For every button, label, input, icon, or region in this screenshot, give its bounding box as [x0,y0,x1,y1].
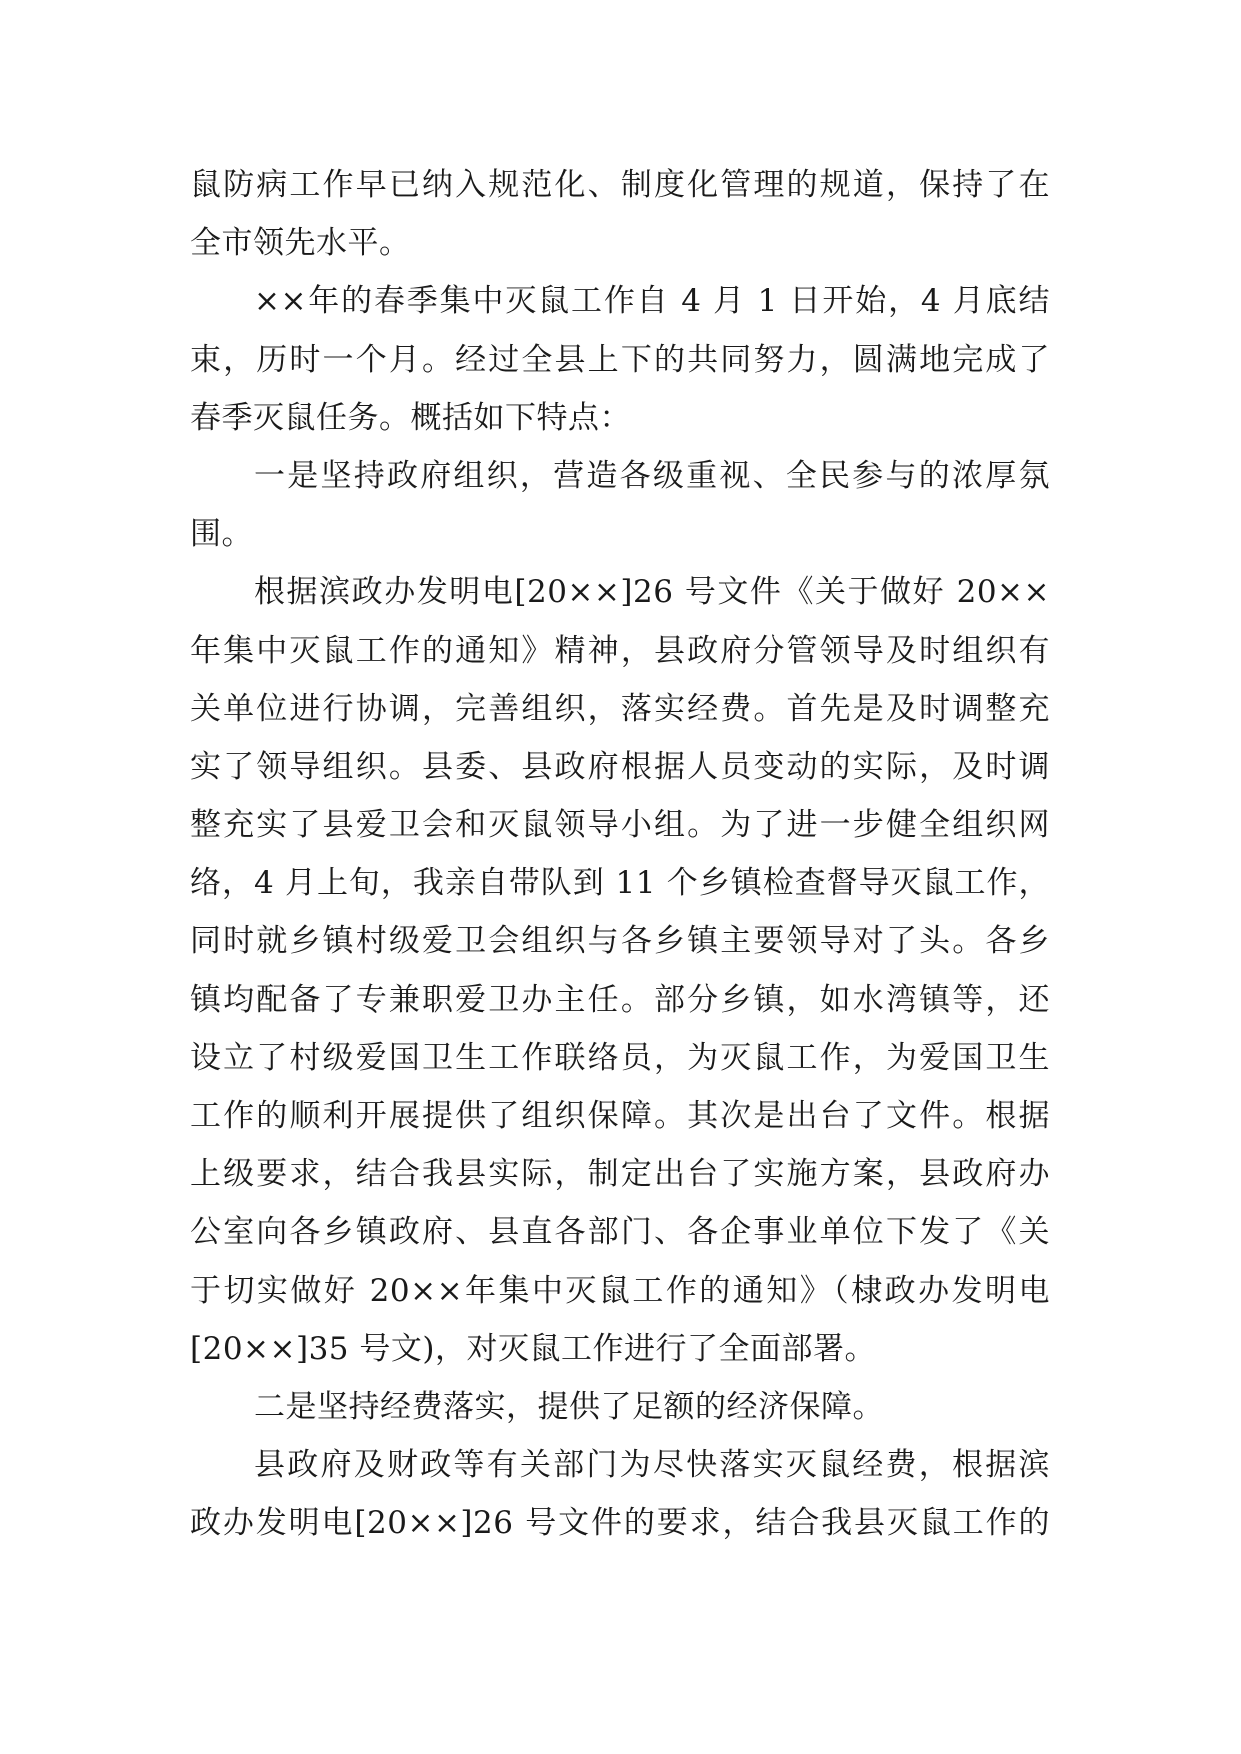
text-line: 春季灭鼠任务。概括如下特点： [190,399,631,436]
text-line: [20××]35 号文)，对灭鼠工作进行了全面部署。 [190,1330,876,1367]
text-line: 公室向各乡镇政府、县直各部门、各企事业单位下发了《关 [190,1214,1050,1251]
text-line: 络，4 月上旬，我亲自带队到 11 个乡镇检查督导灭鼠工作， [190,865,1050,902]
text-line: 镇均配备了专兼职爱卫办主任。部分乡镇，如水湾镇等，还 [190,981,1050,1018]
text-line: 束，历时一个月。经过全县上下的共同努力，圆满地完成了 [190,341,1050,378]
text-line: 工作的顺利开展提供了组织保障。其次是出台了文件。根据 [190,1098,1050,1134]
text-line: 关单位进行协调，完善组织，落实经费。首先是及时调整充 [190,690,1050,727]
paragraph-start-line: 县政府及财政等有关部门为尽快落实灭鼠经费，根据滨 [254,1447,1050,1484]
text-line: 围。 [190,516,253,553]
paragraph-start-line: ××年的春季集中灭鼠工作自 4 月 1 日开始，4 月底结 [254,283,1050,320]
text-line: 全市领先水平。 [190,225,411,262]
text-line: 年集中灭鼠工作的通知》精神，县政府分管领导及时组织有 [190,632,1050,669]
text-line: 政办发明电[20××]26 号文件的要求，结合我县灭鼠工作的 [190,1505,1050,1542]
document-body [190,156,1050,1553]
text-line: 设立了村级爱国卫生工作联络员，为灭鼠工作，为爱国卫生 [190,1039,1050,1076]
text-line: 实了领导组织。县委、县政府根据人员变动的实际，及时调 [190,748,1050,785]
text-line: 整充实了县爱卫会和灭鼠领导小组。为了进一步健全组织网 [190,807,1050,844]
text-line: 上级要求，结合我县实际，制定出台了实施方案，县政府办 [190,1156,1050,1193]
text-line: 同时就乡镇村级爱卫会组织与各乡镇主要领导对了头。各乡 [190,923,1050,960]
text-line: 鼠防病工作早已纳入规范化、制度化管理的规道，保持了在 [190,167,1050,203]
section-heading-line: 一是坚持政府组织，营造各级重视、全民参与的浓厚氛 [254,457,1050,494]
section-heading-line: 二是坚持经费落实，提供了足额的经济保障。 [254,1388,884,1425]
paragraph-start-line: 根据滨政办发明电[20××]26 号文件《关于做好 20×× [254,574,1050,611]
text-line: 于切实做好 20××年集中灭鼠工作的通知》（棣政办发明电 [190,1272,1050,1309]
